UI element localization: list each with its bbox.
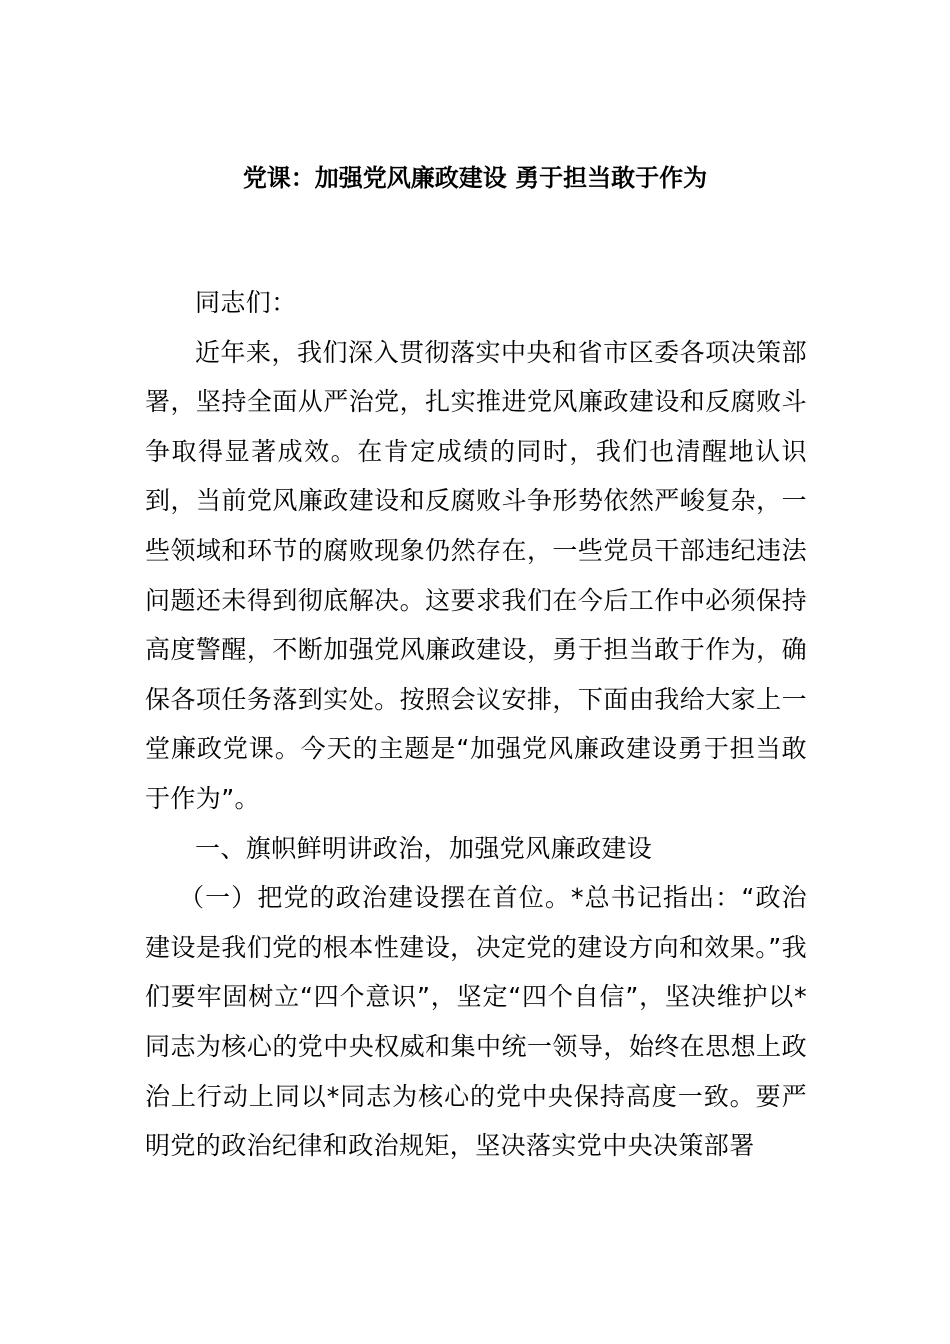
intro-paragraph: 近年来，我们深入贯彻落实中央和省市区委各项决策部署，坚持全面从严治党，扎实推进党风廉政建设和反腐败斗争取得显著成效。在肯定成绩的同时，我们也清醒地认识到，当前党风廉政建设和反腐败斗争形势依然严峻复杂，一些领域和环节的腐败现象仍然存在，一些党员干部违纪违法问题还未得到彻底解决。这要求我们在今后工作中必须保持高度警醒，不断加强党风廉政建设，勇于担当敢于作为，确保各项任务落到实处。按照会议安排，下面由我给大家上一堂廉政党课。今天的主题是“加强党风廉政建设勇于担当敢于作为”。 [145, 337, 807, 813]
section-heading: 一、旗帜鲜明讲政治，加强党风廉政建设 [195, 833, 653, 863]
document-body [145, 278, 807, 1171]
document-title: 党课：加强党风廉政建设 勇于担当敢于作为 [242, 164, 708, 192]
subsection-paragraph: （一）把党的政治建设摆在首位。*总书记指出：“政治建设是我们党的根本性建设，决定党的建设方向和效果。”我们要牢固树立“四个意识”，坚定“四个自信”，坚决维护以*同志为核心的党中央权威和集中统一领导，始终在思想上政治上行动上同以*同志为核心的党中央保持高度一致。要严明党的政治纪律和政治规矩，坚决落实党中央决策部署 [145, 883, 807, 1161]
salutation-paragraph: 同志们： [195, 288, 297, 317]
